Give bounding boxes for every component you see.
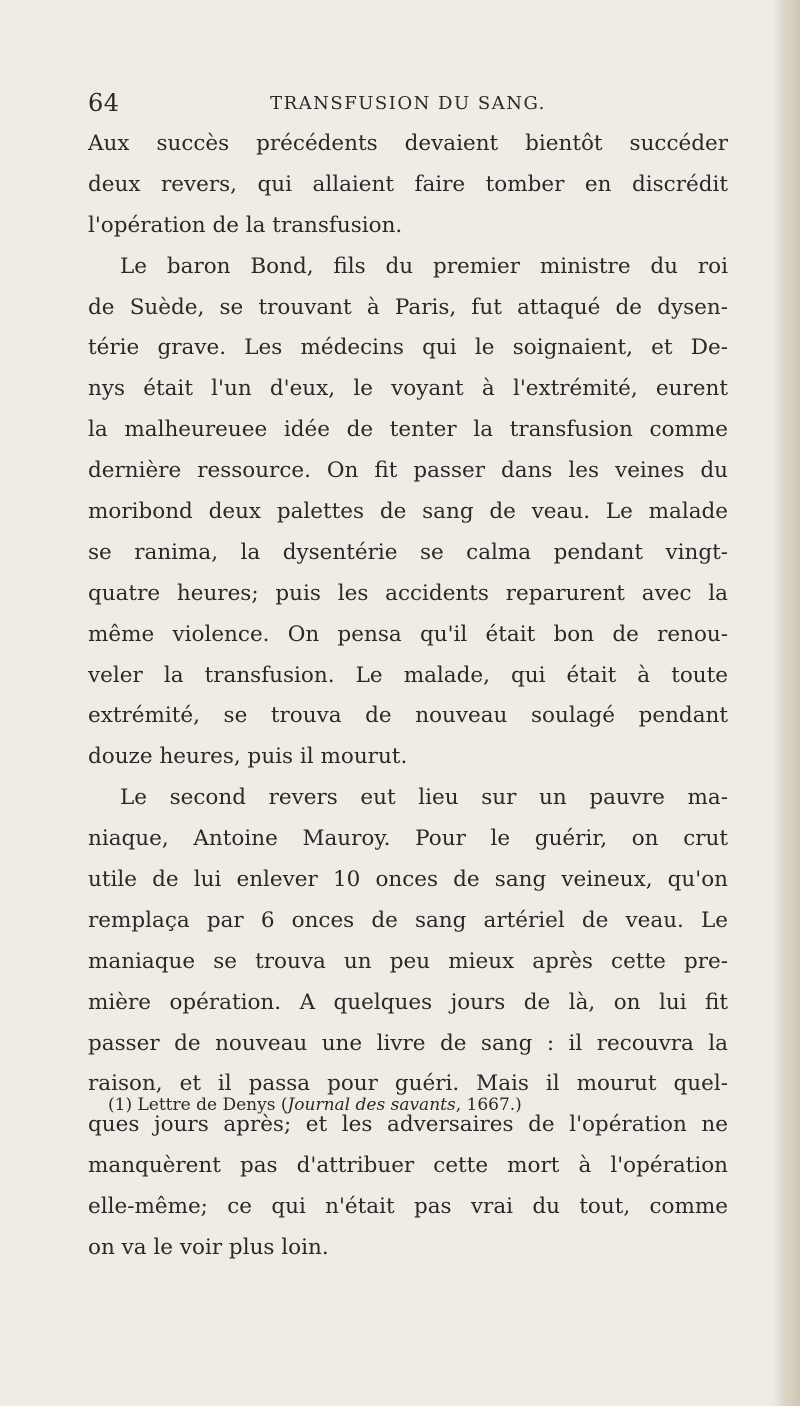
text-line: deux revers, qui allaient faire tomber en discrédit (88, 171, 728, 197)
text-line: Le baron Bond, fils du premier ministre du roi (120, 253, 728, 279)
text-line: mière opération. A quelques jours de là, on lui fit (88, 989, 728, 1015)
text-line: manquèrent pas d'attribuer cette mort à l'opération (88, 1153, 728, 1179)
footnote (88, 1090, 728, 1120)
text-line: nys était l'un d'eux, le voyant à l'extrémité, eurent (88, 376, 728, 402)
text-line: moribond deux palettes de sang de veau. Le malade (88, 499, 728, 525)
page-edge-shadow (772, 0, 800, 1406)
text-line: quatre heures; puis les accidents reparurent avec la (88, 580, 728, 606)
text-line: passer de nouveau une livre de sang : il recouvra la (88, 1030, 728, 1056)
running-title: TRANSFUSION DU SANG. (270, 93, 546, 114)
page-number: 64 (88, 89, 120, 117)
text-line: de Suède, se trouvant à Paris, fut attaqué de dysen- (88, 294, 728, 320)
text-line: remplaça par 6 onces de sang artériel de veau. Le (88, 907, 728, 933)
footnote-journal-title: Journal des savants (287, 1095, 456, 1115)
text-line: elle-même; ce qui n'était pas vrai du tout, comme (88, 1194, 728, 1220)
text-line: l'opération de la transfusion. (88, 212, 403, 238)
text-line: raison, et il passa pour guéri. Mais il mourut quel- (88, 1071, 728, 1097)
text-line: on va le voir plus loin. (88, 1235, 329, 1261)
text-line: se ranima, la dysentérie se calma pendant vingt- (88, 539, 728, 565)
footnote-marker: (1) (108, 1095, 133, 1115)
text-line: extrémité, se trouva de nouveau soulagé pendant (88, 703, 728, 729)
text-line: ques jours après; et les adversaires de l'opération ne (88, 1112, 728, 1138)
text-line: térie grave. Les médecins qui le soignaient, et De- (88, 335, 728, 361)
text-line: même violence. On pensa qu'il était bon de renou- (88, 621, 728, 647)
text-line: Le second revers eut lieu sur un pauvre ma- (120, 785, 728, 811)
footnote-date: , 1667.) (455, 1095, 522, 1115)
text-line: la malheureuee idée de tenter la transfusion comme (88, 417, 728, 443)
page-header (88, 88, 728, 118)
footnote-text: Lettre de Denys ( (137, 1095, 288, 1115)
text-line: niaque, Antoine Mauroy. Pour le guérir, on crut (88, 826, 728, 852)
text-line: veler la transfusion. Le malade, qui était à toute (88, 662, 728, 688)
text-line: douze heures, puis il mourut. (88, 744, 408, 770)
text-line: Aux succès précédents devaient bientôt succéder (88, 131, 728, 156)
text-line: utile de lui enlever 10 onces de sang veineux, qu'on (88, 867, 728, 893)
text-line: maniaque se trouva un peu mieux après cette pre- (88, 948, 728, 974)
text-line: dernière ressource. On fit passer dans les veines du (88, 458, 728, 484)
